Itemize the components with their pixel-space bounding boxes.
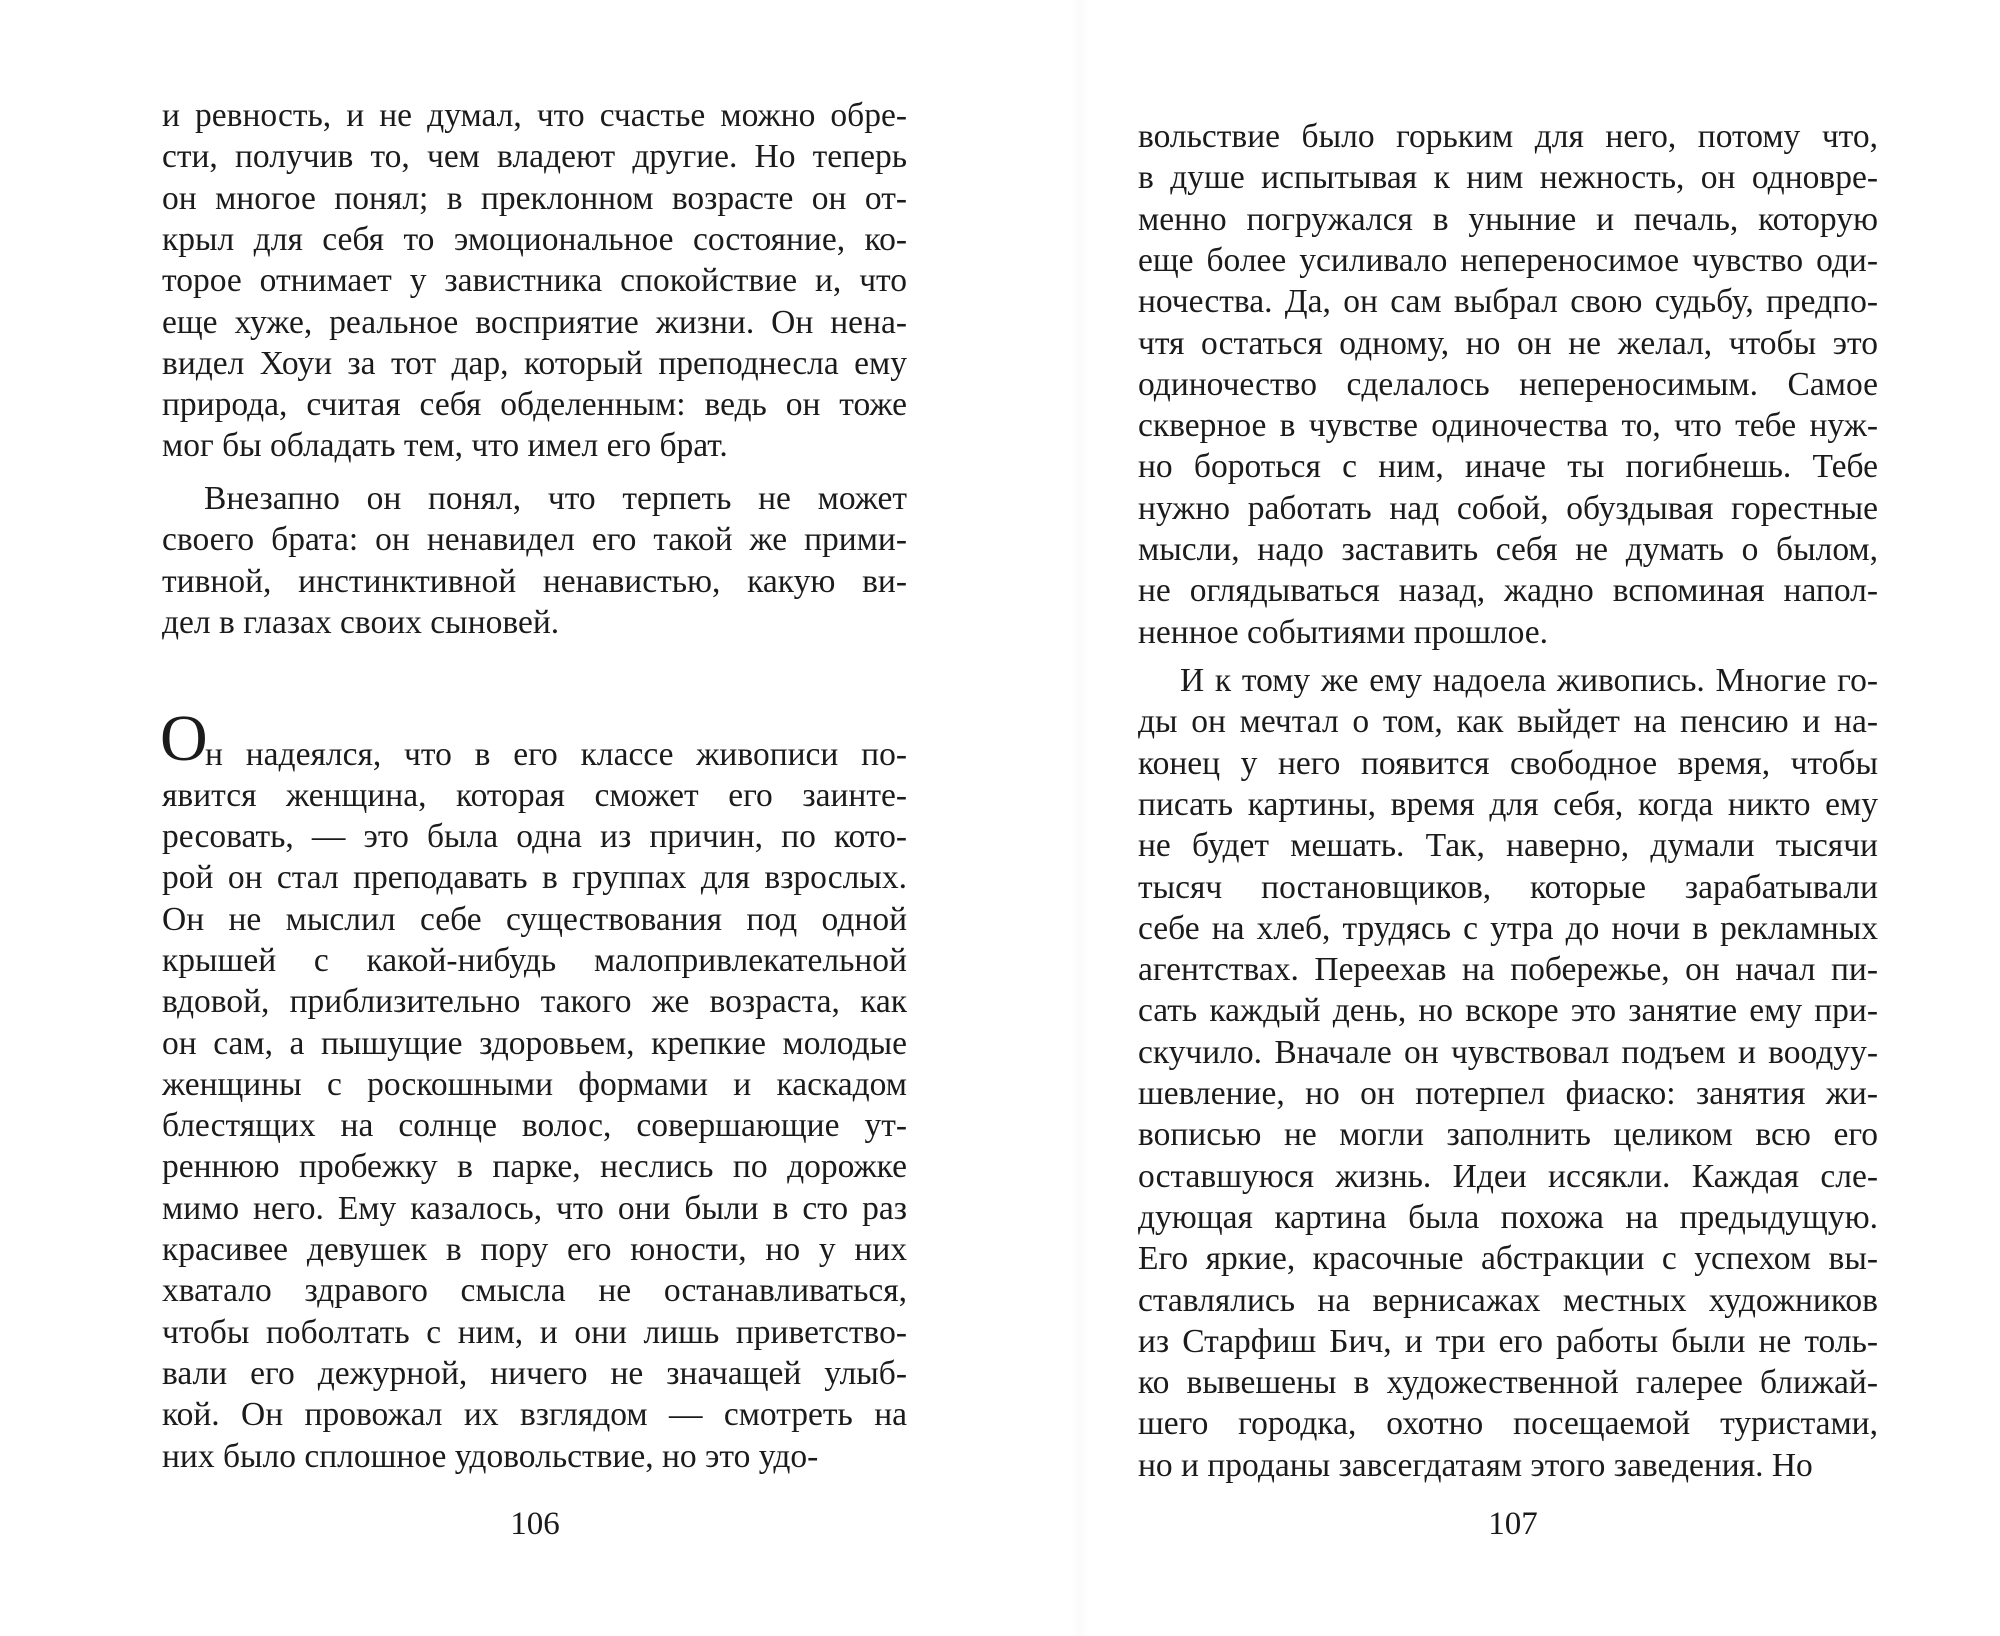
right-paragraph-2-line: ко вывешены в художественной галерее ближай- <box>1138 1364 1878 1402</box>
right-paragraph-2-line: дующая картина была похожа на предыдущую. <box>1138 1198 1878 1236</box>
right-paragraph-2-line: Его яркие, красочные абстракции с успехом вы- <box>1138 1240 1878 1278</box>
left-paragraph-1-line: он многое понял; в преклонном возрасте он от- <box>162 179 907 217</box>
right-paragraph-1-line: вольствие было горьким для него, потому что, <box>1138 118 1878 155</box>
left-paragraph-3-line: рой он стал преподавать в группах для взрослых. <box>162 859 907 897</box>
right-paragraph-2-line: конец у него появится свободное время, чтобы <box>1138 744 1878 782</box>
gutter <box>1070 0 1090 1636</box>
left-paragraph-3-line: вали его дежурной, ничего не значащей улыб- <box>162 1354 907 1392</box>
right-paragraph-2-line: не будет мешать. Так, наверно, думали тысячи <box>1138 827 1878 865</box>
left-paragraph-2-line: тивной, инстинктивной ненавистью, какую ви- <box>162 562 907 600</box>
right-paragraph-2-line: ды он мечтал о том, как выйдет на пенсию и на- <box>1138 703 1878 741</box>
right-paragraph-1-line: одиночество сделалось непереносимым. Самое <box>1138 365 1878 403</box>
right-paragraph-2-line: сать каждый день, но вскоре это занятие ему при- <box>1138 992 1878 1030</box>
right-paragraph-2-line: себе на хлеб, трудясь с утра до ночи в рекламных <box>1138 909 1878 947</box>
right-paragraph-2-line: вописью не могли заполнить целиком всю его <box>1138 1116 1878 1154</box>
left-paragraph-3-line: ресовать, — это была одна из причин, по кото- <box>162 818 907 855</box>
left-paragraph-3-line: женщины с роскошными формами и каскадом <box>162 1065 907 1103</box>
left-paragraph-2-line: своего брата: он ненавидел его такой же прими- <box>162 521 907 559</box>
right-paragraph-2-line: скучило. Вначале он чувствовал подъем и воодуу- <box>1138 1033 1878 1071</box>
left-paragraph-3-line: он сам, а пышущие здоровьем, крепкие молодые <box>162 1024 907 1062</box>
left-paragraph-2-line: дел в глазах своих сыновей. <box>162 603 560 641</box>
right-paragraph-1-line: в душе испытывая к ним нежность, он одновре- <box>1138 159 1878 197</box>
right-paragraph-1-line: нужно работать над собой, обуздывая горестные <box>1138 489 1878 527</box>
left-paragraph-3-line: мимо него. Ему казалось, что они были в сто раз <box>162 1189 907 1227</box>
left-paragraph-3-line: реннюю пробежку в парке, неслись по дорожке <box>162 1148 907 1186</box>
right-paragraph-1-line: мысли, надо заставить себя не думать о былом, <box>1138 531 1878 568</box>
right-paragraph-2-line: из Старфиш Бич, и три его работы были не толь- <box>1138 1322 1878 1360</box>
left-paragraph-3-line: чтобы поболтать с ним, и они лишь приветство- <box>162 1313 907 1351</box>
left-paragraph-3-line: кой. Он провожал их взглядом — смотреть на <box>162 1396 907 1434</box>
left-paragraph-1-line: сти, получив то, чем владеют другие. Но теперь <box>162 138 907 176</box>
left-paragraph-3-line: блестящих на солнце волос, совершающие ут- <box>162 1107 907 1145</box>
right-paragraph-2-line: тысяч постановщиков, которые зарабатывали <box>1138 868 1878 906</box>
left-paragraph-1-line: крыл для себя то эмоциональное состояние, ко- <box>162 220 907 258</box>
left-paragraph-1-line: видел Хоуи за тот дар, который преподнесла ему <box>162 344 907 382</box>
left-paragraph-3-line: вдовой, приблизительно такого же возраста, как <box>162 983 907 1021</box>
right-paragraph-2-line: агентствах. Переехав на побережье, он начал пи- <box>1138 951 1878 989</box>
drop-cap: О <box>160 702 208 775</box>
right-paragraph-2-line: шевление, но он потерпел фиаско: занятия жи- <box>1138 1075 1878 1112</box>
right-paragraph-2-line: но и проданы завсегдатаям этого заведения. Но <box>1138 1446 1813 1484</box>
page-number-right: 107 <box>1488 1506 1538 1542</box>
left-paragraph-3-line: хватало здравого смысла не останавливаться, <box>162 1272 907 1310</box>
right-paragraph-1-line: менно погружался в уныние и печаль, которую <box>1138 200 1878 238</box>
left-paragraph-1-line: еще хуже, реальное восприятие жизни. Он нена- <box>162 303 907 341</box>
page-number-left: 106 <box>510 1506 560 1542</box>
right-paragraph-1-line: скверное в чувстве одиночества то, что тебе нуж- <box>1138 407 1878 445</box>
right-paragraph-1-line: ночества. Да, он сам выбрал свою судьбу, предпо- <box>1138 283 1878 321</box>
right-paragraph-2-line: оставшуюся жизнь. Идеи иссякли. Каждая сле- <box>1138 1157 1878 1195</box>
left-paragraph-3-line: явится женщина, которая сможет его заинте- <box>162 777 907 814</box>
right-page <box>1000 0 2000 1636</box>
left-paragraph-1-line: мог бы обладать тем, что имел его брат. <box>162 427 728 465</box>
left-paragraph-2-line: Внезапно он понял, что терпеть не может <box>204 480 907 517</box>
right-paragraph-2-line: писать картины, время для себя, когда никто ему <box>1138 785 1878 823</box>
left-paragraph-1-line: и ревность, и не думал, что счастье можно обре- <box>162 97 907 134</box>
left-paragraph-3-line: красивее девушек в пору его юности, но у них <box>162 1231 907 1268</box>
left-paragraph-3-line: них было сплошное удовольствие, но это удо- <box>162 1437 819 1475</box>
right-paragraph-2-line: шего городка, охотно посещаемой туристами, <box>1138 1405 1878 1443</box>
right-paragraph-1-line: еще более усиливало непереносимое чувство оди- <box>1138 241 1878 279</box>
right-paragraph-2-line: И к тому же ему надоела живопись. Многие го- <box>1180 662 1878 699</box>
left-paragraph-3-line: крышей с какой-нибудь малопривлекательной <box>162 941 907 979</box>
right-paragraph-1-line: не оглядываться назад, жадно вспоминая напол- <box>1138 572 1878 610</box>
right-paragraph-1-line: чтя остаться одному, но он не желал, чтобы это <box>1138 324 1878 362</box>
left-paragraph-1-line: природа, считая себя обделенным: ведь он тоже <box>162 386 907 424</box>
right-paragraph-2-line: ставлялись на вернисажах местных художников <box>1138 1281 1878 1319</box>
left-paragraph-1-line: торое отнимает у завистника спокойствие и, что <box>162 262 907 300</box>
right-paragraph-1-line: но бороться с ним, иначе ты погибнешь. Тебе <box>1138 448 1878 486</box>
left-paragraph-3-line: н надеялся, что в его классе живописи по- <box>205 736 907 773</box>
left-paragraph-3-line: Он не мыслил себе существования под одной <box>162 900 907 938</box>
right-paragraph-1-line: ненное событиями прошлое. <box>1138 613 1549 651</box>
